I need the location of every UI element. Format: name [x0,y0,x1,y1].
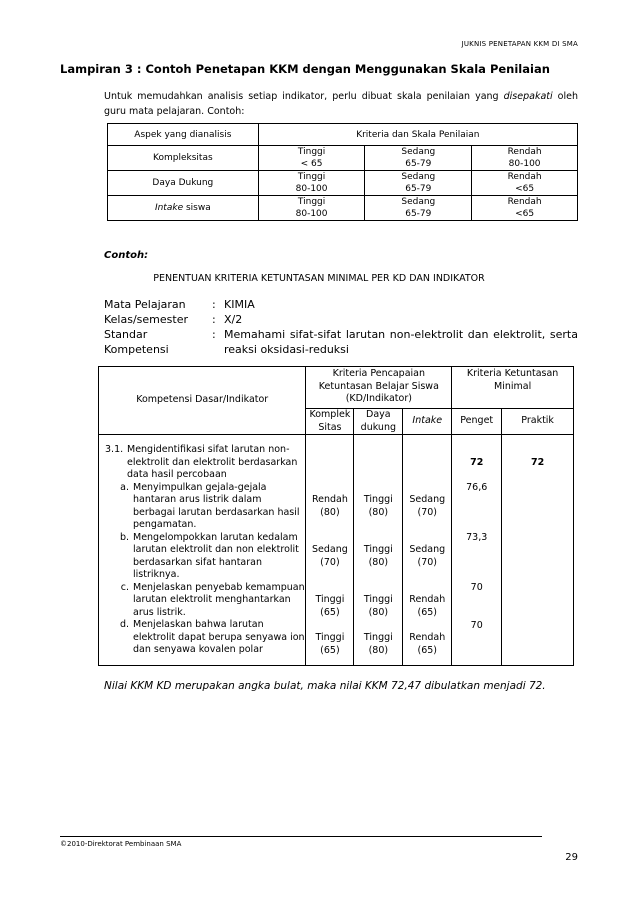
page-title: Lampiran 3 : Contoh Penetapan KKM dengan Menggunakan Skala Penilaian [60,62,550,76]
kkm-values-cell [452,435,574,666]
info-row [104,312,578,327]
info-colon: : [212,313,216,326]
scale-range: <65 [515,184,535,194]
scale-aspect [108,196,259,221]
scale-header-aspect: Aspek yang dianalisis [108,124,259,146]
kd-number: 3.1. [105,444,124,455]
scale-level: Sedang [401,197,436,207]
daya-dukung-column [354,435,403,666]
intro-paragraph [104,89,578,119]
info-key: Standar Kompetensi [104,328,169,356]
daya-dukung-value: Tinggi (80) [363,544,393,568]
info-colon: : [212,298,216,311]
daya-dukung-value: Tinggi (80) [363,632,393,656]
scale-level: Sedang [401,147,436,157]
kd-penget-value: 72 [470,456,484,468]
intro-emphasis: disepakati [503,91,553,102]
running-header: JUKNIS PENETAPAN KKM DI SMA [461,40,578,48]
kd-item [105,444,305,482]
scale-range: 80-100 [295,184,328,194]
kkm-header-types [452,409,574,435]
scale-range: 80-100 [508,159,541,169]
kkm-header-minimum: Kriteria Ketuntasan Minimal [452,367,574,409]
kompleksitas-value: Rendah (80) [311,494,348,518]
indicator-text: Mengelompokkan larutan kedalam larutan elektrolit dan non elektrolit berdasarkan sifat hantaran listriknya. [133,531,299,580]
indicator-item [105,482,305,532]
indicator-letter: d. [119,619,129,630]
scale-aspect-rest: siswa [183,203,211,213]
scale-level: Tinggi [297,197,326,207]
indicator-letter: b. [119,531,129,543]
scale-header-criteria: Kriteria dan Skala Penilaian [258,124,577,146]
kkm-header-praktik: Praktik [521,415,554,427]
scale-range: 65-79 [405,159,432,169]
kompleksitas-column [306,435,354,666]
kkm-header-kompleksitas: Komplek Sitas [306,409,354,435]
scale-cell [258,196,365,221]
scale-level: Rendah [507,147,542,157]
scale-level: Tinggi [297,172,326,182]
indicator-letter: a. [120,481,129,493]
intake-value: Sedang (70) [409,544,446,568]
daya-dukung-value: Tinggi (80) [363,594,393,618]
indicator-item [105,619,305,665]
scale-aspect-text: Daya Dukung [152,178,214,188]
intake-value: Rendah (65) [409,594,446,618]
scale-cell [365,171,472,196]
penget-column [452,435,502,665]
kompleksitas-value: Sedang (70) [312,544,348,568]
kkm-header-intake: Intake [403,409,452,435]
scale-cell [472,146,578,171]
conclusion-note: Nilai KKM KD merupakan angka bulat, maka nilai KKM 72,47 dibulatkan menjadi 72. [104,680,546,692]
penget-value: 70 [470,619,483,631]
footer-copyright: ©2010-Direktorat Pembinaan SMA [60,840,182,848]
scale-level: Rendah [507,172,542,182]
scale-aspect [108,146,259,171]
info-row [104,297,578,312]
scale-cell [258,146,365,171]
scale-cell [258,171,365,196]
indicator-text: Menjelaskan bahwa larutan elektrolit dapat berupa senyawa ion dan senyawa kovalen polar [133,619,305,655]
section-subtitle: PENENTUAN KRITERIA KETUNTASAN MINIMAL PER KD DAN INDIKATOR [153,273,485,284]
penget-value: 73,3 [466,531,488,543]
example-label: Contoh: [104,250,149,261]
info-value: KIMIA [224,298,255,311]
kkm-header-criteria: Kriteria Pencapaian Ketuntasan Belajar Siswa (KD/Indikator) [306,367,452,409]
kd-text: Mengidentifikasi sifat larutan non-elektrolit dan elektrolit berdasarkan data hasil percobaan [127,444,298,480]
indicator-item [105,532,305,582]
info-colon: : [212,328,216,341]
scale-range: <65 [515,209,535,219]
scale-aspect-italic: Intake [154,203,184,213]
indicator-letter: c. [120,581,129,593]
scale-cell [365,146,472,171]
info-key: Mata Pelajaran [104,298,186,311]
kkm-header-daya-dukung: Daya dukung [354,409,403,435]
scale-range: 65-79 [405,184,432,194]
kompleksitas-value: Tinggi (65) [315,632,345,656]
indicator-text: Menjelaskan penyebab kemampuan larutan elektrolit menghantarkan arus listrik. [133,581,305,618]
kd-praktik-value: 72 [530,456,545,468]
info-value: Memahami sifat-sifat larutan non-elektrolit dan elektrolit, serta reaksi oksidasi-reduksi [224,328,578,356]
info-key: Kelas/semester [104,313,188,326]
intro-text-before: Untuk memudahkan analisis setiap indikator, perlu dibuat skala penilaian yang [104,91,504,102]
penget-value: 76,6 [466,481,488,493]
penget-value: 70 [470,581,483,593]
scale-level: Sedang [401,172,436,182]
intake-column [403,435,452,666]
scale-range: 80-100 [295,209,328,219]
footer-divider [60,836,542,837]
intake-value: Rendah (65) [409,632,446,656]
scale-cell [472,196,578,221]
info-row [104,327,578,357]
indicator-text: Menyimpulkan gejala-gejala hantaran arus listrik dalam berbagai larutan berdasarkan hasil pengamatan. [133,481,300,530]
scale-cell [365,196,472,221]
kd-indicator-cell [99,435,306,666]
scale-row [108,171,578,196]
kompleksitas-value: Tinggi (65) [315,594,345,618]
scale-cell [472,171,578,196]
scale-level: Tinggi [297,147,326,157]
praktik-column [502,435,573,665]
scale-row [108,196,578,221]
intake-value: Sedang (70) [409,494,446,518]
scale-level: Rendah [507,197,542,207]
page-number: 29 [565,852,578,863]
kkm-header-kd: Kompetensi Dasar/Indikator [99,367,306,435]
scale-aspect-text: Kompleksitas [153,153,213,163]
indicator-item [105,582,305,620]
kkm-header-penget: Penget [452,409,502,434]
scale-range: 65-79 [405,209,432,219]
scale-row [108,146,578,171]
subject-info [104,297,578,357]
info-value: X/2 [224,313,243,326]
kkm-table [98,366,574,666]
scale-table [107,123,578,221]
daya-dukung-value: Tinggi (80) [363,494,393,518]
scale-aspect [108,171,259,196]
scale-range: < 65 [300,159,323,169]
intro-text-after: oleh guru mata pelajaran. Contoh: [104,91,578,117]
